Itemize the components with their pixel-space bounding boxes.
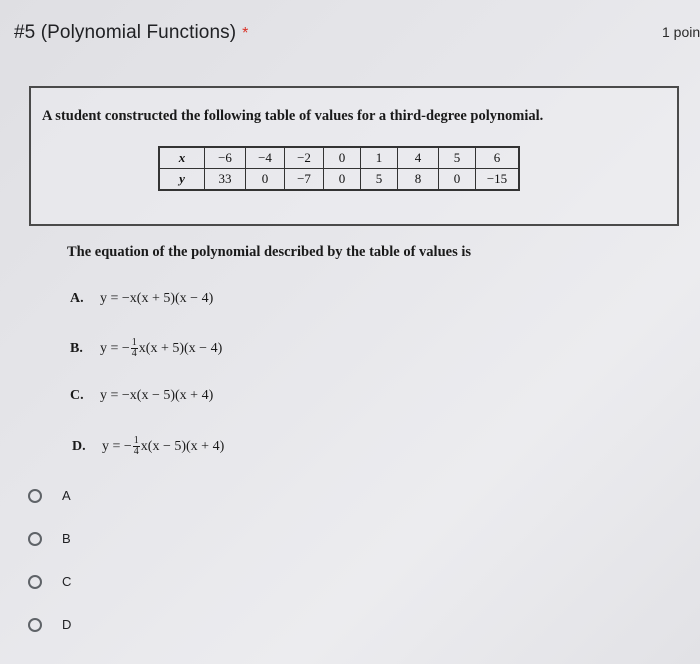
- table-cell: 0: [439, 169, 476, 191]
- option-label: C: [62, 574, 72, 589]
- table-row-y: [159, 169, 519, 191]
- option-a[interactable]: [28, 488, 71, 503]
- table-cell: −2: [285, 147, 324, 169]
- option-label: D: [62, 617, 72, 632]
- choice-equation: [100, 388, 213, 404]
- fraction: [133, 436, 140, 457]
- table-cell: 0: [324, 147, 361, 169]
- option-label: A: [62, 488, 71, 503]
- choice-c: [70, 388, 213, 404]
- table-cell: 0: [324, 169, 361, 191]
- choice-equation: [102, 436, 224, 457]
- table-cell: 8: [398, 169, 439, 191]
- choice-letter: C.: [70, 388, 84, 403]
- required-star: *: [242, 25, 249, 42]
- table-row-x: [159, 147, 519, 169]
- fraction-denominator: 4: [131, 348, 137, 359]
- radio-button-icon[interactable]: [28, 575, 42, 589]
- equation-text: y = −x(x + 5)(x − 4): [100, 291, 214, 306]
- equation-text: x(x − 5)(x + 4): [140, 438, 225, 454]
- points-label: 1 poin: [662, 24, 700, 40]
- table-cell: −15: [476, 169, 520, 191]
- question-title-text: #5 (Polynomial Functions): [14, 22, 237, 43]
- radio-button-icon[interactable]: [28, 532, 42, 546]
- table-header-x: x: [159, 147, 205, 169]
- fraction-numerator: 1: [131, 337, 137, 348]
- choice-letter: A.: [70, 291, 84, 306]
- table-cell: −6: [205, 147, 246, 169]
- values-table: [158, 146, 520, 191]
- choice-d: [72, 436, 224, 457]
- question-title: [14, 22, 248, 44]
- table-cell: −7: [285, 169, 324, 191]
- equation-text: x(x + 5)(x − 4): [138, 340, 223, 356]
- choice-letter: D.: [72, 438, 86, 454]
- table-cell: 6: [476, 147, 520, 169]
- option-c[interactable]: [28, 574, 71, 589]
- equation-text: y = −x(x − 5)(x + 4): [100, 388, 214, 403]
- choice-equation: [100, 338, 222, 359]
- fraction: [131, 338, 138, 359]
- problem-image: [29, 86, 679, 226]
- option-b[interactable]: [28, 531, 71, 546]
- radio-button-icon[interactable]: [28, 618, 42, 632]
- table-cell: 33: [205, 169, 246, 191]
- choice-equation: [100, 291, 213, 307]
- table-cell: 4: [398, 147, 439, 169]
- choice-letter: B.: [70, 340, 83, 356]
- equation-text: y = −: [102, 438, 132, 454]
- radio-button-icon[interactable]: [28, 489, 42, 503]
- table-cell: 5: [439, 147, 476, 169]
- choice-a: [70, 291, 213, 307]
- equation-text: y = −: [100, 340, 130, 356]
- table-header-y: y: [159, 169, 205, 191]
- fraction-numerator: 1: [133, 435, 139, 446]
- fraction-denominator: 4: [133, 446, 139, 457]
- table-cell: 1: [361, 147, 398, 169]
- choice-b: [70, 338, 222, 359]
- question-prompt: The equation of the polynomial described by the table of values is: [67, 244, 472, 260]
- table-cell: 5: [361, 169, 398, 191]
- option-d[interactable]: [28, 617, 71, 632]
- problem-text: A student constructed the following table of values for a third-degree polynomial.: [42, 108, 544, 124]
- option-label: B: [62, 531, 71, 546]
- table-cell: −4: [246, 147, 285, 169]
- table-cell: 0: [246, 169, 285, 191]
